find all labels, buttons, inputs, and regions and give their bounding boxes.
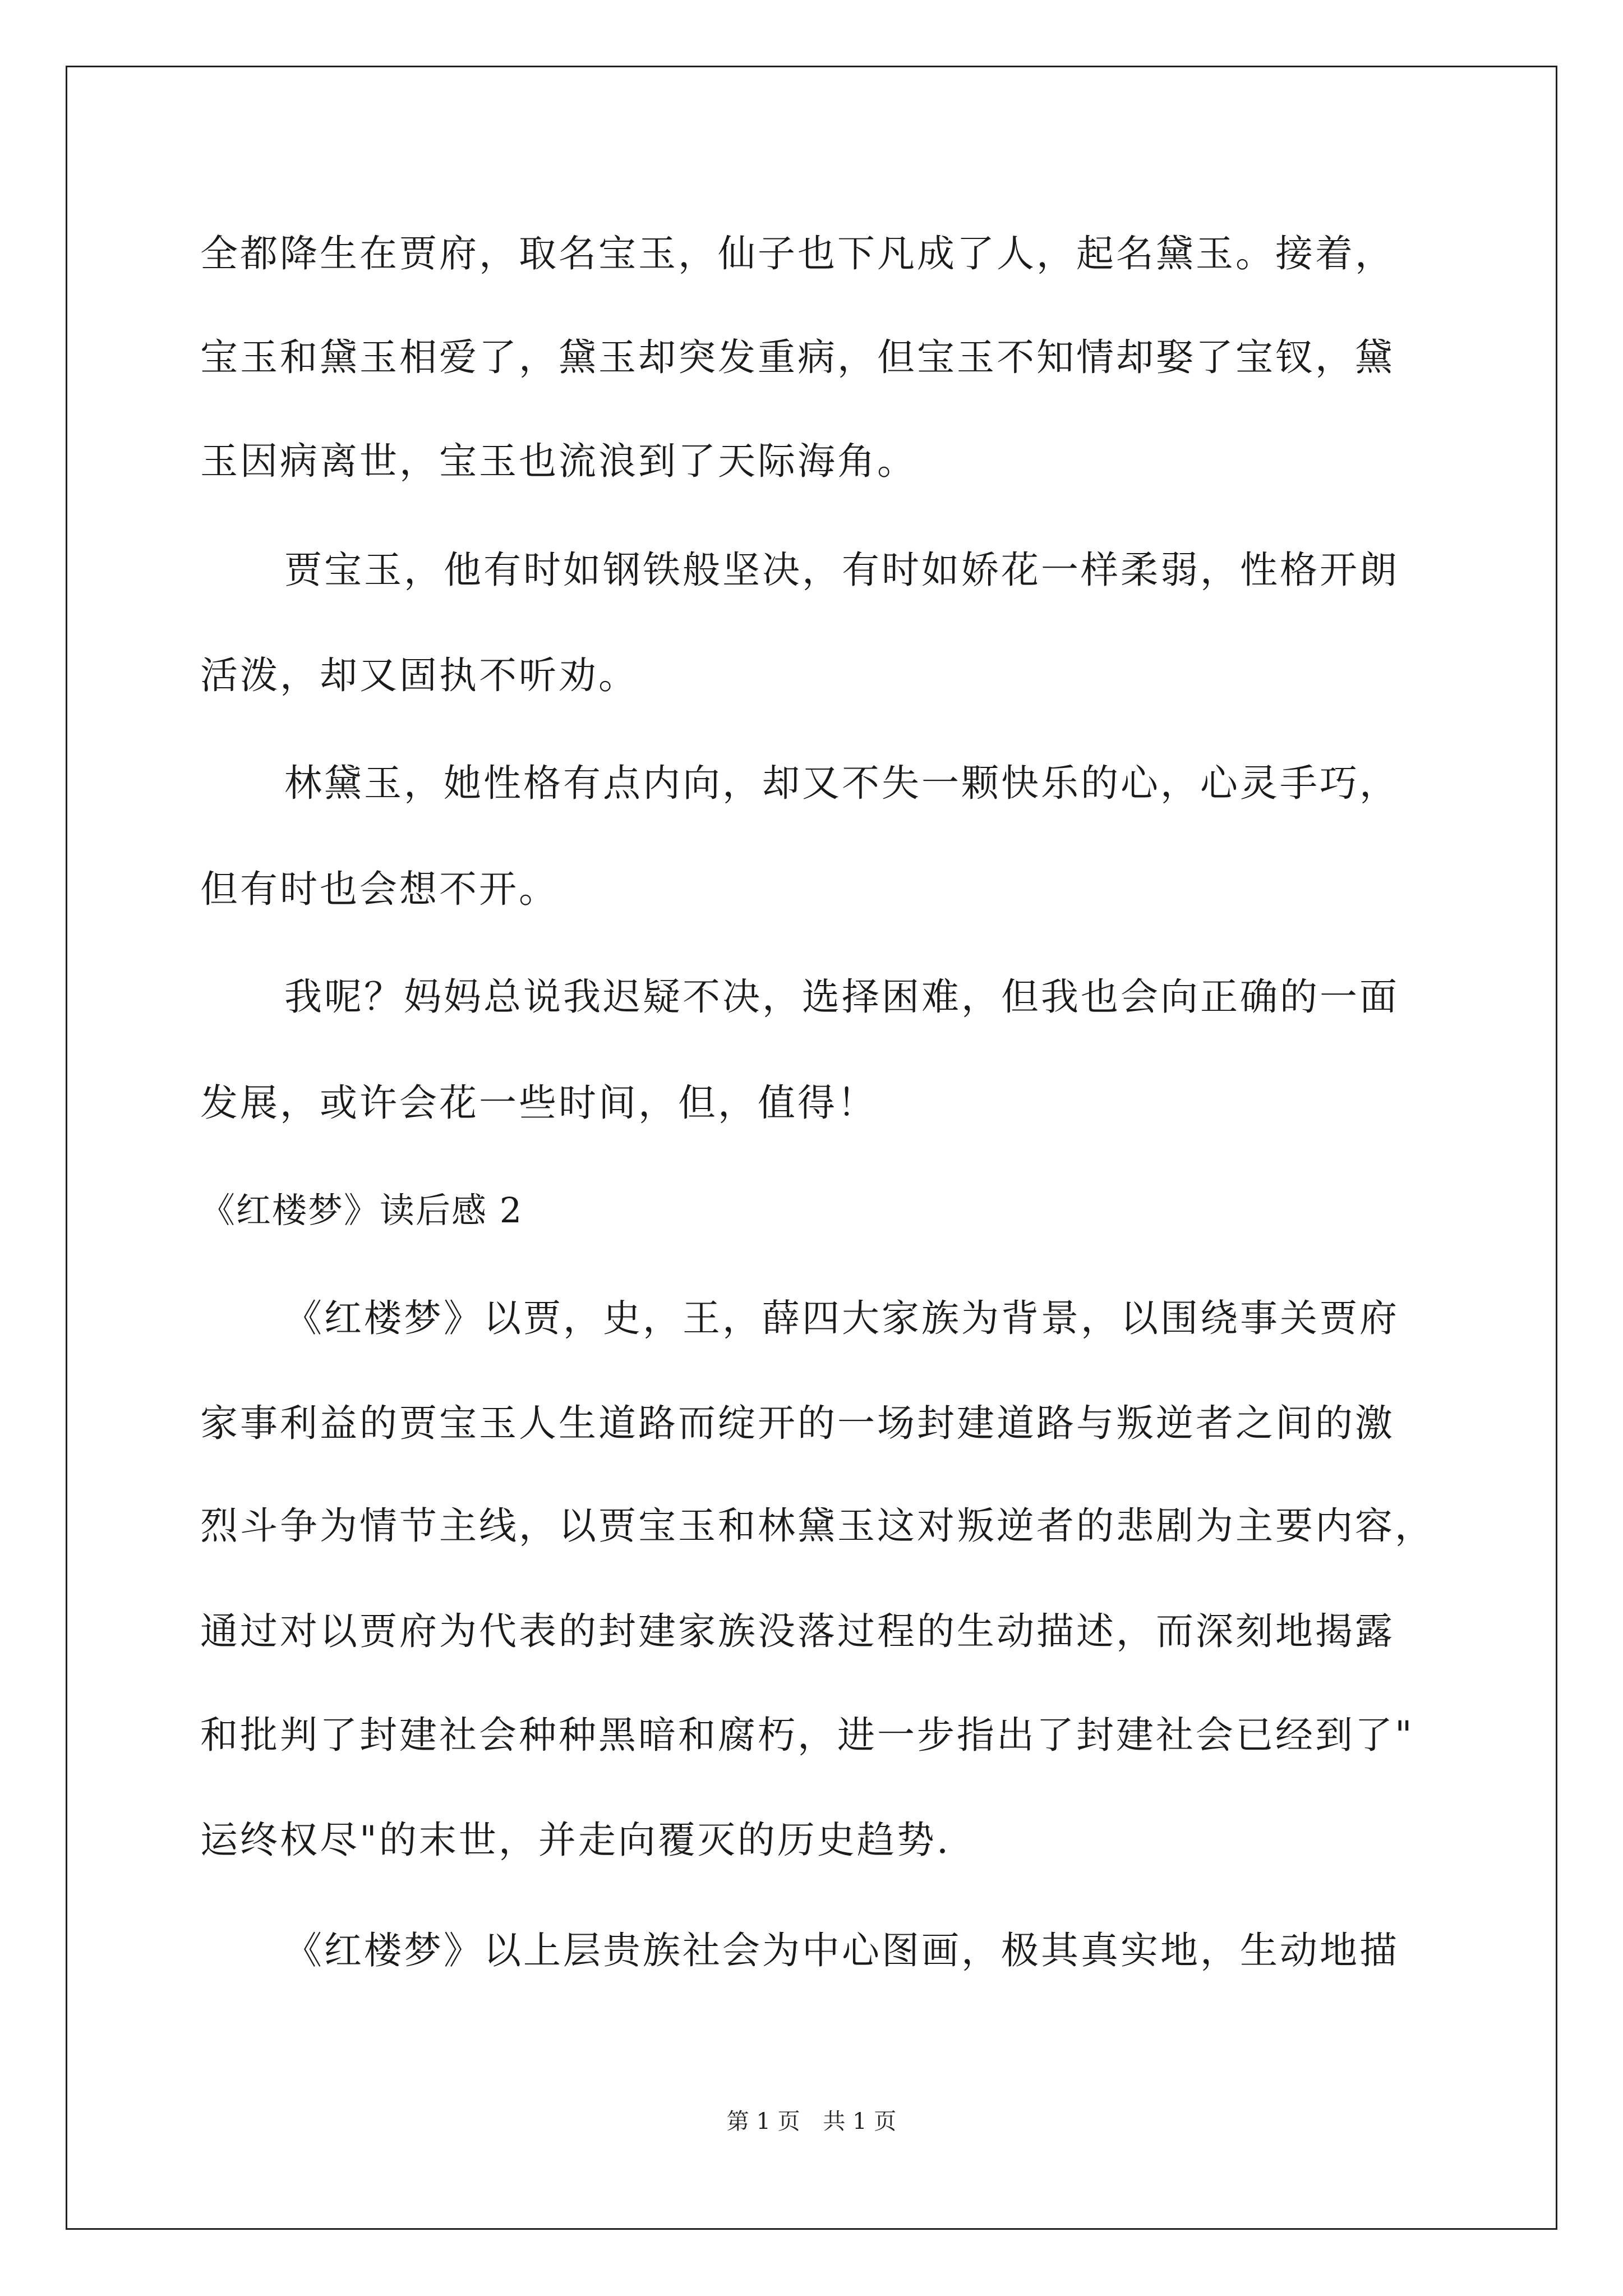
paragraph-first-line: 林黛玉，她性格有点内向，却又不失一颗快乐的心，心灵手巧， — [284, 761, 1399, 805]
body-line: 运终权尽"的末世，并走向覆灭的历史趋势. — [200, 1818, 951, 1862]
body-line: 烈斗争为情节主线，以贾宝玉和林黛玉这对叛逆者的悲剧为主要内容， — [200, 1504, 1435, 1548]
body-line: 但有时也会想不开。 — [200, 867, 559, 911]
paragraph-first-line: 《红楼梦》以贾，史，王，薛四大家族为背景，以围绕事关贾府 — [284, 1296, 1399, 1340]
section-heading: 《红楼梦》读后感 2 — [200, 1190, 523, 1231]
page-footer — [0, 2105, 1623, 2138]
body-line: 活泼，却又固执不听劝。 — [200, 654, 638, 697]
page-number: 第 1 页 — [726, 2109, 800, 2134]
body-line: 玉因病离世，宝玉也流浪到了天际海角。 — [200, 439, 917, 483]
body-line: 和批判了封建社会种种黑暗和腐朽，进一步指出了封建社会已经到了" — [200, 1713, 1414, 1757]
paragraph-first-line: 《红楼梦》以上层贵族社会为中心图画，极其真实地，生动地描 — [284, 1929, 1399, 1972]
body-line: 发展，或许会花一些时间，但，值得！ — [200, 1081, 877, 1125]
body-line: 宝玉和黛玉相爱了，黛玉却突发重病，但宝玉不知情却娶了宝钗，黛 — [200, 335, 1395, 379]
page-frame — [66, 66, 1557, 2230]
body-line: 通过对以贾府为代表的封建家族没落过程的生动描述，而深刻地揭露 — [200, 1609, 1395, 1653]
paragraph-first-line: 贾宝玉，他有时如钢铁般坚决，有时如娇花一样柔弱，性格开朗 — [284, 548, 1399, 592]
body-line: 全都降生在贾府，取名宝玉，仙子也下凡成了人，起名黛玉。接着， — [200, 232, 1395, 275]
page-total: 共 1 页 — [823, 2109, 897, 2134]
paragraph-first-line: 我呢？妈妈总说我迟疑不决，选择困难，但我也会向正确的一面 — [284, 975, 1399, 1019]
body-line: 家事利益的贾宝玉人生道路而绽开的一场封建道路与叛逆者之间的激 — [200, 1401, 1395, 1445]
